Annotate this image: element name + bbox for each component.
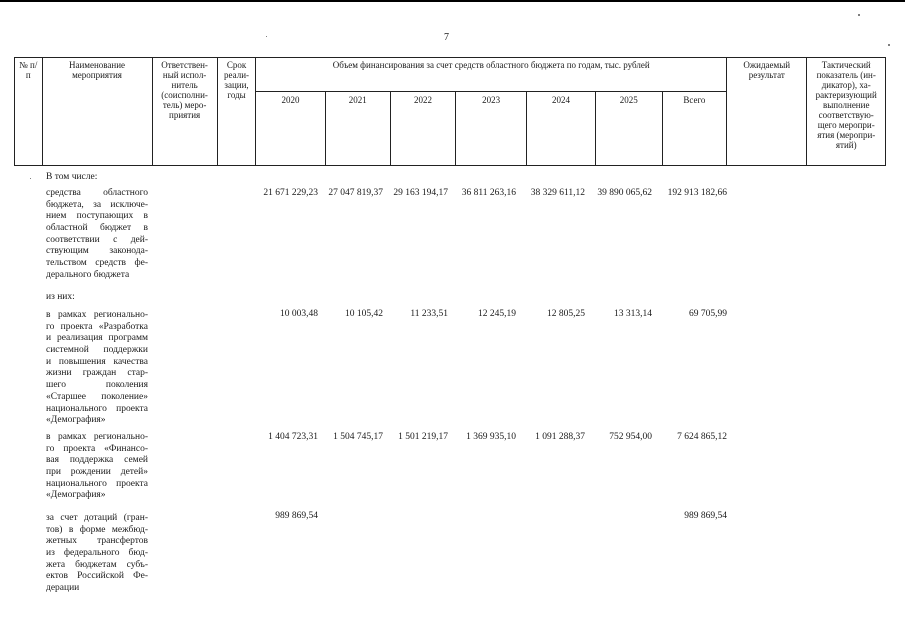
row-title <box>46 310 148 427</box>
header-year: 2023 <box>456 92 527 166</box>
row-title <box>46 432 148 502</box>
row-year-value: 1 501 219,17 <box>398 432 448 442</box>
row-total-value: 69 705,99 <box>689 309 727 319</box>
row-title-line: и реализация программ <box>46 333 148 344</box>
row-title-line: вая поддержка семей <box>46 455 148 466</box>
row-total-value: 192 913 182,66 <box>667 188 727 198</box>
row-title-line: нием поступающих в <box>46 211 148 222</box>
header-responsible: Ответствен-ный испол-нитель (соисполни-тель) меро-приятия <box>152 58 217 166</box>
row-title-line: тельством средств фе- <box>46 258 148 269</box>
row-year-value: 752 954,00 <box>609 432 652 442</box>
row-title-line: жета бюджетам субъ- <box>46 559 148 570</box>
row-year-value: 1 504 745,17 <box>333 432 383 442</box>
row-year-value: 1 091 288,37 <box>535 432 585 442</box>
row-title-line: го проекта «Разработка <box>46 321 148 332</box>
row-title <box>46 513 148 595</box>
row-title-line: национального проекта <box>46 403 148 414</box>
header-name: Наименование мероприятия <box>42 58 152 166</box>
scan-speck <box>266 36 267 37</box>
row-title-line: шего поколения <box>46 380 148 391</box>
section-of-which: из них: <box>46 292 75 302</box>
row-title-line: из федерального бюд- <box>46 548 148 559</box>
header-table <box>14 57 886 166</box>
row-year-value: 13 313,14 <box>614 309 652 319</box>
scan-speck <box>858 14 860 16</box>
row-year-value: 29 163 194,17 <box>393 188 448 198</box>
header-year: 2021 <box>325 92 390 166</box>
header-year-total: Всего <box>662 92 726 166</box>
top-border-line <box>0 0 905 2</box>
header-indicator: Тактический показатель (ин-дикатор), ха-рактеризующий выполнение соответствую-щего меропри-ятия (меропри-ятий) <box>807 58 886 166</box>
row-title-line: системной поддержки <box>46 345 148 356</box>
row-year-value: 21 671 229,23 <box>263 188 318 198</box>
row-title-line: за счет дотаций (гран- <box>46 513 148 523</box>
row-title-line: и повышения качества <box>46 356 148 367</box>
header-finance: Объем финансирования за счет средств областного бюджета по годам, тыс. рублей <box>256 58 727 92</box>
header-term: Срок реали-зации, годы <box>217 58 256 166</box>
row-title-line: в рамках регионально- <box>46 432 148 442</box>
row-title-line: при рождении детей» <box>46 467 148 478</box>
page-number: 7 <box>444 32 449 43</box>
section-including: В том числе: <box>46 172 98 182</box>
row-title-line: ствующим законода- <box>46 246 148 257</box>
row-year-value: 1 404 723,31 <box>268 432 318 442</box>
row-year-value: 12 805,25 <box>547 309 585 319</box>
row-title <box>46 188 148 282</box>
row-title-line: тов) в форме межбюд- <box>46 524 148 535</box>
header-year: 2025 <box>595 92 662 166</box>
row-title-line: в рамках регионально- <box>46 310 148 320</box>
row-total-value: 989 869,54 <box>684 511 727 521</box>
row-title-line: «Демография» <box>46 490 106 501</box>
row-title-line: жетных трансфертов <box>46 536 148 547</box>
row-year-value: 10 003,48 <box>280 309 318 319</box>
row-title-line: «Демография» <box>46 415 106 426</box>
row-year-value: 989 869,54 <box>275 511 318 521</box>
row-title-line: ектов Российской Фе- <box>46 571 148 582</box>
header-year: 2022 <box>390 92 455 166</box>
row-title-line: «Старшее поколение» <box>46 391 148 402</box>
scan-speck <box>30 178 31 179</box>
row-title-line: дерации <box>46 583 80 594</box>
row-title-line: бюджета, за исключе- <box>46 199 148 210</box>
row-year-value: 38 329 611,12 <box>530 188 585 198</box>
row-year-value: 11 233,51 <box>410 309 448 319</box>
header-no: № п/п <box>15 58 43 166</box>
row-year-value: 27 047 819,37 <box>328 188 383 198</box>
row-title-line: средства областного <box>46 188 148 198</box>
header-expected-result: Ожидаемый результат <box>727 58 807 166</box>
row-year-value: 10 105,42 <box>345 309 383 319</box>
row-title-line: областной бюджет в <box>46 223 148 234</box>
row-title-line: соответствии с дей- <box>46 234 148 245</box>
row-year-value: 12 245,19 <box>478 309 516 319</box>
header-year: 2024 <box>527 92 595 166</box>
row-title-line: дерального бюджета <box>46 269 130 280</box>
row-year-value: 36 811 263,16 <box>461 188 516 198</box>
row-year-value: 1 369 935,10 <box>466 432 516 442</box>
header-year: 2020 <box>256 92 325 166</box>
row-title-line: жизни граждан стар- <box>46 368 148 379</box>
scan-speck <box>888 44 890 46</box>
row-total-value: 7 624 865,12 <box>677 432 727 442</box>
row-year-value: 39 890 065,62 <box>597 188 652 198</box>
row-title-line: национального проекта <box>46 478 148 489</box>
row-title-line: го проекта «Финансо- <box>46 443 148 454</box>
